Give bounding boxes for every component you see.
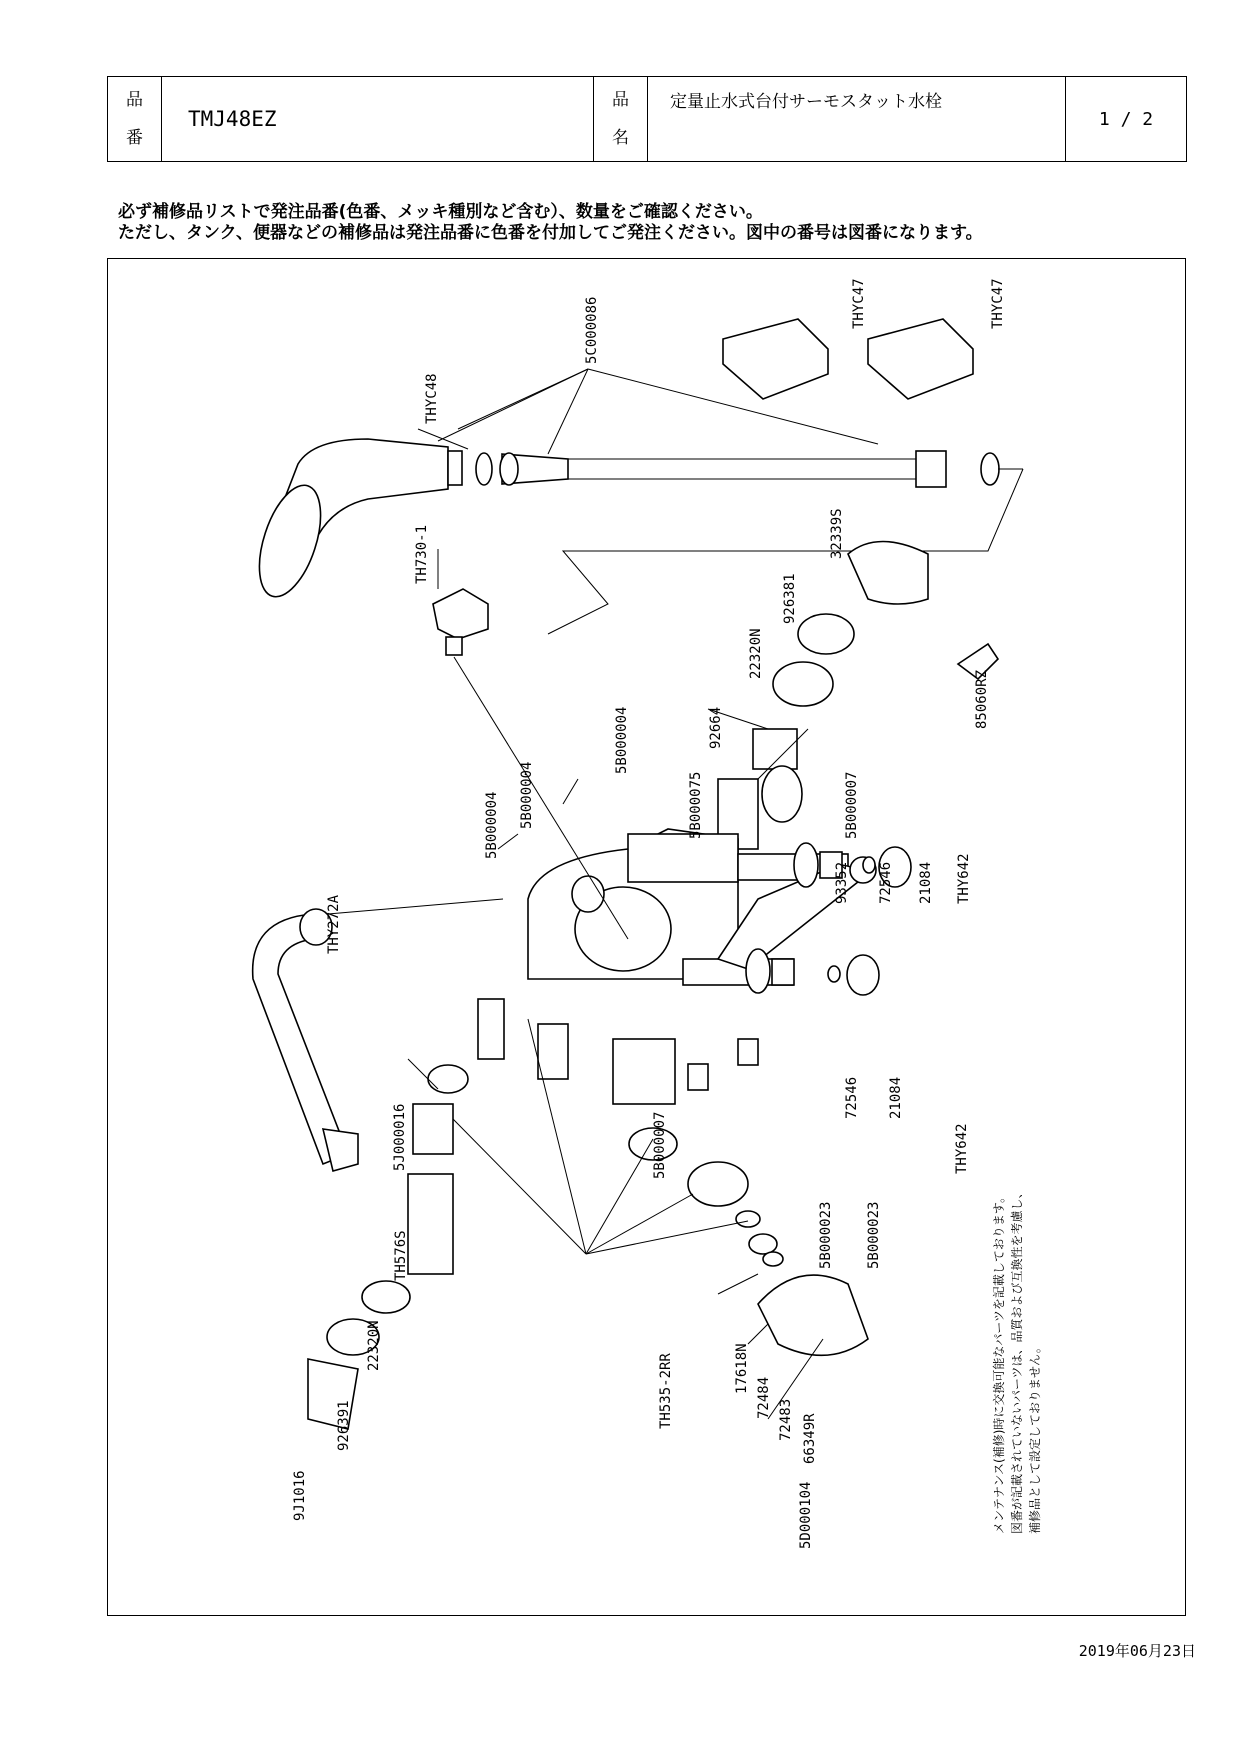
part-label: 5B000023 (818, 1201, 834, 1269)
part-label: THYC48 (424, 373, 440, 424)
hinmei-label (594, 77, 648, 162)
part-label: 5B000075 (688, 771, 704, 839)
supply-pipe-drawing (253, 909, 358, 1171)
part-label: 5B000007 (844, 771, 860, 839)
part-label: 22320N (748, 628, 764, 679)
diagram-svg (108, 259, 1187, 1617)
lower-cartridge-drawings (308, 999, 868, 1429)
hinban-label (108, 77, 162, 162)
product-code: TMJ48EZ (162, 77, 594, 162)
hinban-label-1: 品 (126, 90, 143, 110)
part-label: 22320N (366, 1320, 382, 1371)
part-label: THY642 (956, 853, 972, 904)
part-label: 926391 (336, 1400, 352, 1451)
part-label: THY642 (954, 1123, 970, 1174)
part-label: 72484 (756, 1376, 772, 1419)
part-label: 926381 (782, 573, 798, 624)
part-label: 5B000023 (866, 1201, 882, 1269)
part-label: 72483 (778, 1398, 794, 1441)
note-line-2: 図番が記載されていないパーツは、品質および互換性を考慮し、 (1010, 1186, 1024, 1534)
page-number: 1 / 2 (1066, 77, 1187, 162)
instruction-line-1: 必ず補修品リストで発注品番(色番、メッキ種別など含む）、数量をご確認ください。 (118, 202, 763, 222)
hinmei-label-2: 名 (612, 128, 629, 148)
part-label: 9J1016 (292, 1470, 308, 1521)
part-label: 21084 (888, 1076, 904, 1119)
note-line-3: 補修品として設定しておりません。 (1028, 1341, 1042, 1534)
elbow-drawing (433, 589, 488, 655)
part-label: 5B000004 (519, 761, 535, 829)
part-label: 5J000016 (392, 1103, 408, 1171)
part-label: 92664 (708, 706, 724, 749)
part-label: 5B000004 (614, 706, 630, 774)
shower-head-drawing (247, 439, 492, 604)
part-label: 5B000004 (484, 791, 500, 859)
part-label: TH576S (393, 1230, 409, 1281)
hose-drawing (500, 451, 1023, 634)
part-label: 72546 (844, 1076, 860, 1119)
exploded-parts-diagram (107, 258, 1186, 1616)
part-label: 5D000104 (798, 1481, 814, 1549)
part-label: 66349R (802, 1413, 818, 1464)
hinmei-label-1: 品 (612, 90, 629, 110)
part-label: 5B000007 (652, 1111, 668, 1179)
maintenance-note (991, 1186, 1042, 1534)
part-label: THY272A (326, 894, 342, 954)
part-label: 72546 (878, 861, 894, 904)
header-table (107, 76, 1187, 162)
instructions (118, 202, 983, 244)
hinban-label-2: 番 (126, 128, 143, 148)
part-label: 93352 (834, 861, 850, 904)
instruction-line-2: ただし、タンク、便器などの補修品は発注品番に色番を付加してご発注ください。図中の番号は図番になります。 (118, 223, 983, 243)
hose-hanger-drawings (723, 319, 973, 399)
part-label: 5C000086 (584, 296, 600, 364)
issue-date: 2019年06月23日 (1078, 1642, 1196, 1660)
product-name: 定量止水式台付サーモスタット水栓 (648, 77, 1066, 162)
note-line-1: メンテナンス(補修)時に交換可能なパーツを記載しております。 (992, 1191, 1006, 1534)
part-label: 17618N (734, 1343, 750, 1394)
part-label: THYC47 (851, 278, 867, 329)
part-label: TH730-1 (414, 524, 430, 584)
part-label: TH535-2RR (658, 1353, 674, 1429)
part-label: THYC47 (990, 278, 1006, 329)
part-label: 32339S (829, 508, 845, 559)
part-label: 85060RZ (974, 669, 990, 729)
part-label: 21084 (918, 861, 934, 904)
